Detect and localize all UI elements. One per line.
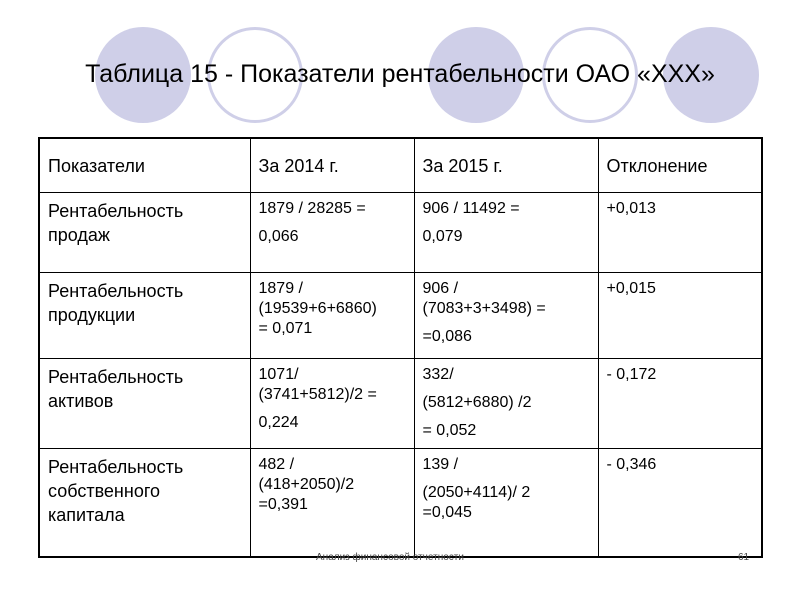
indicator-text: Рентабельность: [48, 280, 184, 301]
formula-line: (418+2050)/2: [258, 475, 355, 493]
table-row: [39, 358, 762, 448]
indicator-text: Рентабельность: [48, 456, 184, 477]
formula-line: 0,224: [258, 413, 299, 431]
value-2014-cell: [250, 358, 414, 448]
formula-line: (19539+6+6860): [258, 299, 377, 317]
table-row: [39, 448, 762, 557]
value-2015-cell: [414, 358, 598, 448]
value-2015-cell: [414, 448, 598, 557]
deviation-cell: +0,015: [598, 272, 762, 358]
formula-line: 1879 /: [258, 279, 303, 297]
value-2015-cell: [414, 272, 598, 358]
indicator-text: активов: [48, 390, 114, 411]
formula-line: 139 /: [422, 455, 459, 473]
formula-line: 1879 / 28285 =: [258, 199, 366, 217]
deviation-cell: - 0,172: [598, 358, 762, 448]
formula-line: 906 / 11492 =: [422, 199, 520, 217]
table-header-row: [39, 138, 762, 192]
indicator-text: Рентабельность: [48, 366, 184, 387]
header-cell-indicator: Показатели: [39, 138, 250, 192]
footer-text: Анализ финансовой отчетности: [316, 552, 464, 563]
formula-line: (5812+6880) /2: [422, 393, 532, 411]
formula-line: (7083+3+3498) =: [422, 299, 546, 317]
formula-line: (2050+4114)/ 2: [422, 483, 531, 501]
indicator-cell: [39, 272, 250, 358]
formula-line: = 0,052: [422, 421, 477, 439]
indicator-text: собственного: [48, 480, 161, 501]
indicator-cell: [39, 192, 250, 272]
header-cell-deviation: Отклонение: [598, 138, 762, 192]
formula-line: 906 /: [422, 279, 459, 297]
indicator-text: капитала: [48, 504, 125, 525]
table-row: [39, 272, 762, 358]
formula-line: =0,391: [258, 495, 308, 513]
page-number: 61: [738, 552, 750, 563]
formula-line: 0,066: [258, 227, 299, 245]
value-2014-cell: [250, 448, 414, 557]
value-2015-cell: [414, 192, 598, 272]
header-cell-2014: За 2014 г.: [250, 138, 414, 192]
value-2014-cell: [250, 272, 414, 358]
formula-line: (3741+5812)/2 =: [258, 385, 377, 403]
indicator-text: Рентабельность: [48, 200, 184, 221]
formula-line: 0,079: [422, 227, 463, 245]
deviation-cell: +0,013: [598, 192, 762, 272]
formula-line: = 0,071: [258, 319, 313, 337]
value-2014-cell: [250, 192, 414, 272]
formula-line: =0,045: [422, 503, 472, 521]
deviation-cell: - 0,346: [598, 448, 762, 557]
formula-line: 1071/: [258, 365, 299, 383]
indicator-cell: [39, 358, 250, 448]
page-title: Таблица 15 - Показатели рентабельности ОАО «XXX»: [85, 60, 715, 88]
formula-line: =0,086: [422, 327, 472, 345]
indicator-text: продукции: [48, 304, 136, 325]
profitability-table: [38, 137, 763, 558]
formula-line: 332/: [422, 365, 454, 383]
formula-line: 482 /: [258, 455, 295, 473]
indicator-cell: [39, 448, 250, 557]
table-row: [39, 192, 762, 272]
indicator-text: продаж: [48, 224, 110, 245]
header-cell-2015: За 2015 г.: [414, 138, 598, 192]
